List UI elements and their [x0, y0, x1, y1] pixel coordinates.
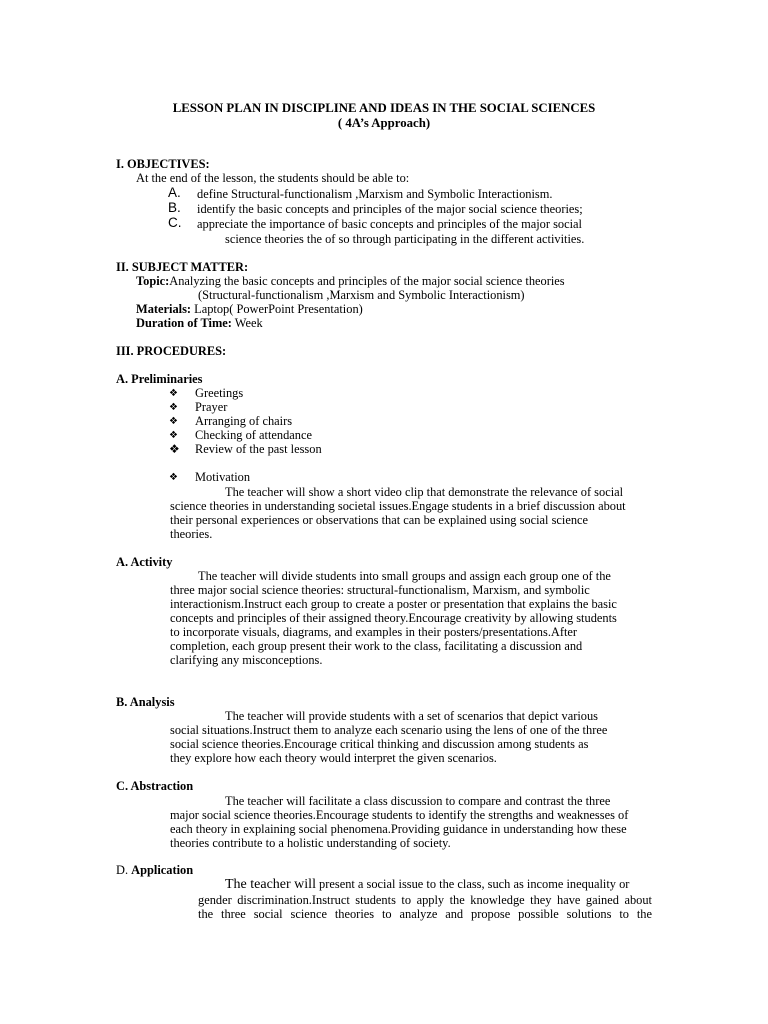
objectives-heading: I. OBJECTIVES: [116, 157, 210, 171]
abstraction-line: theories contribute to a holistic understanding of society. [170, 836, 451, 850]
topic-text: Analyzing the basic concepts and principles of the major social science theories [169, 274, 565, 288]
duration-text: Week [231, 316, 263, 330]
subject-matter-heading: II. SUBJECT MATTER: [116, 260, 249, 274]
activity-line: interactionism.Instruct each group to create a poster or presentation that explains the basic [170, 597, 617, 611]
activity-line: concepts and principles of their assigned theory.Encourage creativity by allowing students [170, 611, 617, 625]
materials-line [136, 302, 363, 316]
activity-line: The teacher will divide students into small groups and assign each group one of the [198, 569, 611, 583]
preliminaries-heading: A. Preliminaries [116, 372, 203, 386]
objective-c-continuation: science theories the of so through participating in the different activities. [225, 232, 585, 246]
analysis-line: The teacher will provide students with a set of scenarios that depict various [225, 709, 598, 723]
procedures-heading: III. PROCEDURES: [116, 344, 227, 358]
objective-a-text: define Structural-functionalism ,Marxism and Symbolic Interactionism. [197, 187, 553, 201]
duration-line [136, 316, 263, 330]
analysis-line: social situations.Instruct them to analyze each scenario using the lens of one of the three [170, 723, 608, 737]
application-heading [116, 863, 193, 877]
activity-line: completion, each group present their work to the class, facilitating a discussion and [170, 639, 583, 653]
abstraction-line: each theory in explaining social phenomena.Providing guidance in understanding how these [170, 822, 627, 836]
topic-continuation: (Structural-functionalism ,Marxism and Symbolic Interactionism) [198, 288, 525, 302]
application-line: the three social science theories to analyze and propose possible solutions to the [198, 907, 652, 921]
application-lead: The teacher will [225, 877, 316, 892]
preliminary-item: Greetings [195, 386, 244, 400]
motivation-label: Motivation [195, 470, 251, 484]
topic-line [136, 274, 565, 288]
application-line [225, 877, 629, 892]
objectives-intro: At the end of the lesson, the students should be able to: [136, 171, 410, 185]
diamond-bullet-icon: ❖ [169, 472, 178, 483]
activity-line: three major social science theories: structural-functionalism, Marxism, and symbolic [170, 583, 590, 597]
preliminary-item: Arranging of chairs [195, 414, 293, 428]
analysis-heading: B. Analysis [116, 695, 175, 709]
preliminary-item: Checking of attendance [195, 428, 312, 442]
objective-c-letter: C. [168, 215, 182, 230]
objective-c-text: appreciate the importance of basic concepts and principles of the major social [197, 217, 582, 231]
application-heading-prefix: D. [116, 863, 132, 877]
diamond-bullet-icon: ❖ [169, 388, 178, 399]
topic-label: Topic: [136, 274, 170, 288]
activity-line: clarifying any misconceptions. [170, 653, 323, 667]
objective-a-letter: A. [168, 185, 181, 200]
duration-label: Duration of Time: [136, 316, 232, 330]
objective-b-text: identify the basic concepts and principles of the major social science theories; [197, 202, 583, 216]
activity-heading: A. Activity [116, 555, 173, 569]
application-line: gender discrimination.Instruct students to apply the knowledge they have gained about [198, 893, 652, 907]
preliminary-item: Review of the past lesson [195, 442, 322, 456]
abstraction-heading: C. Abstraction [116, 779, 194, 793]
motivation-line: theories. [170, 527, 213, 541]
abstraction-line: major social science theories.Encourage students to identify the strengths and weaknesses of [170, 808, 629, 822]
activity-line: to incorporate visuals, diagrams, and examples in their posters/presentations.After [170, 625, 578, 639]
abstraction-line: The teacher will facilitate a class discussion to compare and contrast the three [225, 794, 611, 808]
preliminary-item: Prayer [195, 400, 228, 414]
diamond-bullet-icon: ❖ [169, 430, 178, 441]
analysis-line: they explore how each theory would interpret the given scenarios. [170, 751, 497, 765]
diamond-bullet-icon: ❖ [169, 442, 180, 456]
diamond-bullet-icon: ❖ [169, 402, 178, 413]
application-line-rest: present a social issue to the class, such as income inequality or [315, 877, 630, 891]
motivation-line: their personal experiences or observations that can be explained using social science [170, 513, 589, 527]
document-title: LESSON PLAN IN DISCIPLINE AND IDEAS IN THE SOCIAL SCIENCES [172, 101, 596, 115]
materials-text: Laptop( PowerPoint Presentation) [191, 302, 363, 316]
diamond-bullet-icon: ❖ [169, 416, 178, 427]
objective-b-letter: B. [168, 200, 181, 215]
materials-label: Materials: [136, 302, 192, 316]
application-heading-label: Application [131, 863, 194, 877]
motivation-line: science theories in understanding societal issues.Engage students in a brief discussion about [170, 499, 626, 513]
motivation-line: The teacher will show a short video clip that demonstrate the relevance of social [225, 485, 624, 499]
document-subtitle: ( 4A’s Approach) [337, 116, 431, 130]
analysis-line: social science theories.Encourage critical thinking and discussion among students as [170, 737, 589, 751]
